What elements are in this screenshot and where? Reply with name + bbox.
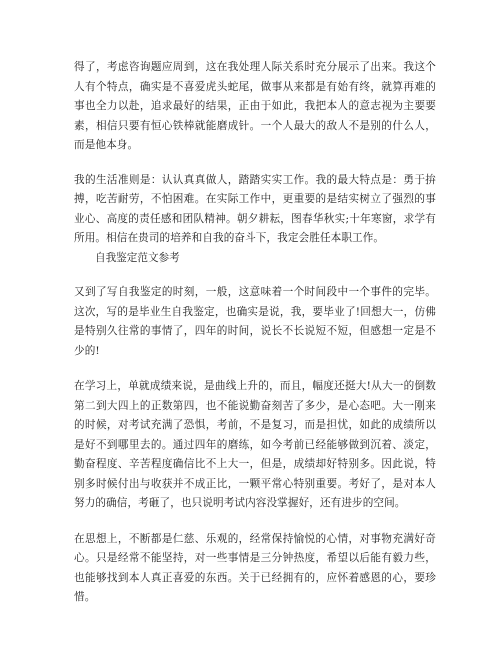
paragraph-study: 在学习上，单就成绩来说，是曲线上升的，而且，幅度还挺大!从大一的倒数第二到大四上的正数第四，也不能说勤奋刻苦了多少，是心态吧。大一刚来的时候，对考试充满了恐惧，考前，不是复习，而是担忧，如此的成绩所以是好不到哪里去的。通过四年的磨练，如今考前已经能够做到沉着、淡定，勤奋程度、辛苦程度确信比不上大一，但是，成绩却好特别多。因此说，特别多时候付出与收获并不成正比，一颗平常心特别重要。考好了，是对本人努力的确信，考砸了，也只说明考试内容没掌握好，还有进步的空间。 xyxy=(74,380,436,509)
paragraph-graduation-intro: 又到了写自我鉴定的时刻，一般，这意味着一个时间段中一个事件的完毕。这次，写的是毕业生自我鉴定，也确实是说，我，要毕业了!回想大一，仿佛是特别久往常的事情了，四年的时间，说长不长说短不短，但感想一定是不少的! xyxy=(74,286,436,357)
paragraph-life-principles: 我的生活准则是：认认真真做人，踏踏实实工作。我的最大特点是：勇于拚搏，吃苦耐劳，不怕困难。在实际工作中，更重要的是结实树立了强烈的事业心、高度的责任感和团队精神。朝夕耕耘，图春华秋实;十年寒窗，求学有所用。相信在贵司的培养和自我的奋斗下，我定会胜任本职工作。 xyxy=(74,173,436,244)
paragraph-thought: 在思想上，不断都是仁慈、乐观的，经常保持愉悦的心情，对事物充满好奇心。只是经常不能坚持，对一些事情是三分钟热度，希望以后能有毅力些，也能够找到本人真正喜爱的东西。关于已经拥有的，应怀着感恩的心，要珍惜。 xyxy=(74,532,436,603)
paragraph-interpersonal: 得了，考虑咨询题应周到，这在我处理人际关系时充分展示了出来。我这个人有个特点，确实是不喜爱虎头蛇尾，做事从来都是有始有终，就算再难的事也全力以赴，追求最好的结果，正由于如此，我把本人的意志视为主要要素，相信只要有恒心铁棒就能磨成针。一个人最大的敌人不是别的什么人，而是他本身。 xyxy=(74,61,436,151)
section-heading: 自我鉴定范文参考 xyxy=(95,251,180,264)
document-page xyxy=(74,58,436,608)
